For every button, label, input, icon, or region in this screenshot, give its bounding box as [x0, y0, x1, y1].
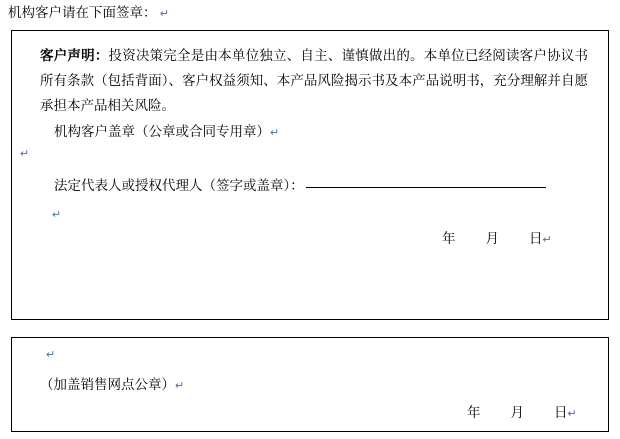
page-title — [8, 4, 169, 23]
paragraph-mark-icon: ↵ — [270, 127, 280, 139]
paragraph-mark-icon: ↵ — [567, 408, 577, 420]
declaration-paragraph — [40, 43, 588, 118]
date-day-label: 日 — [529, 231, 543, 246]
legal-representative-label: 法定代表人或授权代理人（签字或盖章）： — [54, 178, 304, 193]
institution-seal-label: 机构客户盖章（公章或合同专用章） — [54, 124, 270, 139]
declaration-label: 客户声明： — [40, 48, 109, 63]
date-month-label: 月 — [485, 231, 499, 246]
customer-declaration-box — [11, 30, 609, 320]
signature-rule[interactable] — [306, 187, 546, 188]
stamp-date-row — [467, 401, 577, 421]
paragraph-mark-icon: ↵ — [46, 349, 56, 361]
page-title-text: 机构客户请在下面签章： — [8, 5, 157, 20]
declaration-body: 投资决策完全是由本单位独立、自主、谨慎做出的。本单位已经阅读客户协议书所有条款（包括背面）、客户权益须知、本产品风险揭示书及本产品说明书，充分理解并自愿承担本产品相关风险。 — [40, 48, 589, 113]
paragraph-mark-icon: ↵ — [175, 380, 185, 392]
sales-outlet-stamp-box — [11, 337, 609, 432]
legal-representative-line — [40, 175, 546, 197]
paragraph-mark-icon: ↵ — [52, 209, 62, 221]
institution-seal-line — [40, 121, 279, 144]
date-year-label: 年 — [467, 405, 481, 420]
date-year-label: 年 — [442, 231, 456, 246]
date-month-label: 月 — [510, 405, 524, 420]
date-day-label: 日 — [554, 405, 568, 420]
paragraph-mark-icon: ↵ — [20, 148, 30, 160]
paragraph-mark-icon: ↵ — [542, 234, 552, 246]
declaration-date-row — [442, 227, 552, 247]
stamp-instruction — [40, 373, 184, 393]
stamp-instruction-text: （加盖销售网点公章） — [40, 377, 175, 392]
paragraph-mark-icon: ↵ — [159, 8, 170, 20]
